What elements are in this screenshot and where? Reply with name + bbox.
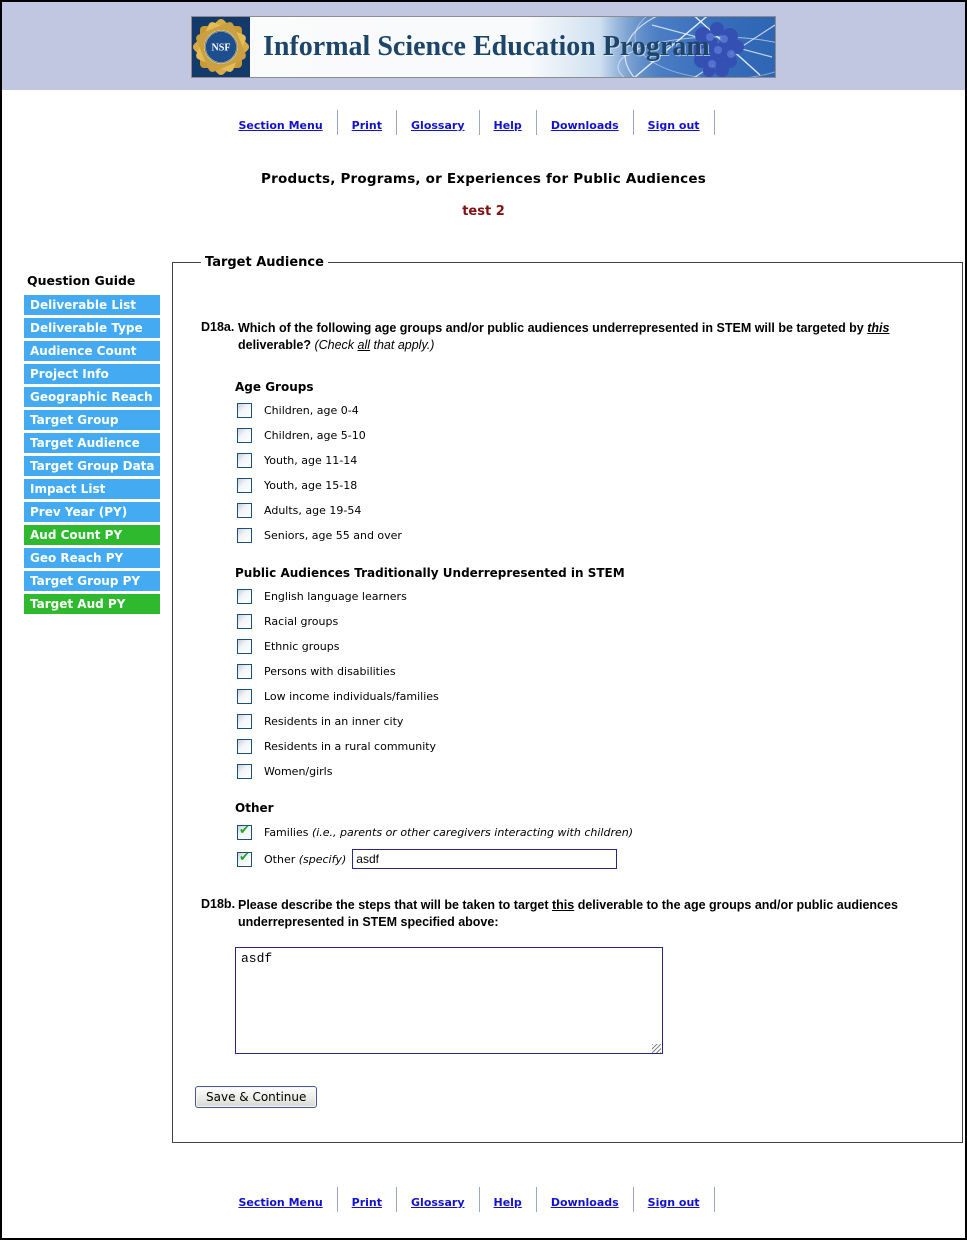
question-text <box>238 897 942 931</box>
nav-link[interactable]: Help <box>493 119 522 132</box>
nsf-logo-icon <box>192 17 250 77</box>
sidebar-nav-item[interactable]: Audience Count <box>24 341 160 361</box>
nav-link[interactable]: Help <box>493 1196 522 1209</box>
checkbox-label: Adults, age 19-54 <box>264 503 362 517</box>
nav-link[interactable]: Glossary <box>411 1196 465 1209</box>
checkbox-label: Ethnic groups <box>264 639 340 653</box>
checkbox-row <box>237 398 942 423</box>
bottom-nav <box>2 1187 965 1212</box>
question-text-part: Which of the following age groups and/or public audiences underrepresented in STEM will be targeted by <box>238 321 868 335</box>
paren-part: that apply.) <box>370 337 435 352</box>
checkbox-row <box>237 659 942 684</box>
nav-link[interactable]: Section Menu <box>238 1196 323 1209</box>
checkbox[interactable] <box>237 639 252 654</box>
question-parenthetical <box>314 338 434 352</box>
question-text-part: Please describe the steps that will be taken to target <box>238 897 552 912</box>
sidebar-nav-item[interactable]: Prev Year (PY) <box>24 502 160 522</box>
checkbox-row <box>237 498 942 523</box>
checkbox[interactable] <box>237 478 252 493</box>
nav-separator <box>633 110 634 135</box>
other-heading: Other <box>235 800 274 815</box>
checkbox-row <box>237 734 942 759</box>
question-number: D18a. <box>201 320 235 334</box>
nav-separator <box>337 110 338 135</box>
nav-separator <box>396 1187 397 1212</box>
nav-separator <box>536 110 537 135</box>
description-textarea[interactable] <box>235 947 663 1054</box>
checkbox[interactable] <box>237 689 252 704</box>
checkbox-row <box>237 709 942 734</box>
public-audiences-list <box>195 584 942 784</box>
checkbox-label: Children, age 5-10 <box>264 428 366 442</box>
checkbox-label: Persons with disabilities <box>264 664 396 678</box>
nav-link[interactable]: Downloads <box>550 1196 619 1209</box>
checkbox-label: Seniors, age 55 and over <box>264 528 402 542</box>
other-list <box>195 819 942 873</box>
families-checkbox[interactable] <box>237 825 252 840</box>
save-continue-button[interactable]: Save & Continue <box>195 1086 317 1108</box>
nav-separator <box>536 1187 537 1212</box>
checkbox-label: Youth, age 15-18 <box>264 478 358 492</box>
checkbox-row <box>237 634 942 659</box>
sidebar-nav-item[interactable]: Target Aud PY <box>24 594 160 614</box>
question-text-part: deliverable? <box>238 337 315 352</box>
nav-link[interactable]: Glossary <box>411 119 465 132</box>
checkbox-label <box>264 853 346 866</box>
checkbox-row <box>237 759 942 784</box>
checkbox-row-other <box>237 846 942 873</box>
checkbox-label: Racial groups <box>264 614 339 628</box>
sidebar-nav-item[interactable]: Target Group Data <box>24 456 160 476</box>
public-audiences-heading: Public Audiences Traditionally Underrepresented in STEM <box>235 565 625 580</box>
nav-link[interactable]: Sign out <box>647 119 700 132</box>
paren-emphasis: all <box>357 337 371 352</box>
checkbox-label: Residents in a rural community <box>264 739 437 753</box>
checkbox-label: Low income individuals/families <box>264 689 439 703</box>
content-row <box>2 255 965 1143</box>
checkbox[interactable] <box>237 453 252 468</box>
header-band <box>2 2 965 90</box>
sidebar-heading: Question Guide <box>27 273 136 288</box>
families-label: Families <box>264 825 312 839</box>
checkbox[interactable] <box>237 614 252 629</box>
sidebar-nav-item[interactable]: Aud Count PY <box>24 525 160 545</box>
checkbox-row-families <box>237 819 942 846</box>
sidebar-nav-item[interactable]: Target Group <box>24 410 160 430</box>
nav-link[interactable]: Downloads <box>550 119 619 132</box>
question-number: D18b. <box>201 896 236 911</box>
sidebar-nav-item[interactable]: Target Audience <box>24 433 160 453</box>
other-specify-input[interactable] <box>352 849 617 869</box>
textarea-resize-handle[interactable] <box>652 1044 661 1053</box>
nav-link[interactable]: Print <box>351 1196 383 1209</box>
other-label: Other <box>264 852 299 866</box>
fieldset-legend: Target Audience <box>205 255 324 270</box>
checkbox[interactable] <box>237 714 252 729</box>
project-name: test 2 <box>462 204 505 219</box>
nav-separator <box>337 1187 338 1212</box>
nav-separator <box>479 110 480 135</box>
nsf-logo-text: NSF <box>211 42 231 54</box>
question-emphasis: this <box>552 897 575 912</box>
sidebar-nav-item[interactable]: Project Info <box>24 364 160 384</box>
nav-separator <box>396 110 397 135</box>
question-d18a <box>201 320 942 354</box>
other-note: (specify) <box>298 852 347 866</box>
paren-part: (Check <box>314 337 358 352</box>
checkbox[interactable] <box>237 664 252 679</box>
checkbox-label: Residents in an inner city <box>264 714 404 728</box>
checkbox-row <box>237 523 942 548</box>
checkbox-label: Children, age 0-4 <box>264 403 359 417</box>
checkbox-row <box>237 423 942 448</box>
nav-link[interactable]: Sign out <box>647 1196 700 1209</box>
nav-separator <box>714 1187 715 1212</box>
question-guide-sidebar <box>24 273 160 617</box>
nav-link[interactable]: Section Menu <box>238 119 323 132</box>
checkbox-label <box>264 826 633 839</box>
other-checkbox[interactable] <box>237 852 252 867</box>
target-audience-fieldset <box>172 255 963 1143</box>
description-textarea-wrap <box>235 947 663 1058</box>
checkbox[interactable] <box>237 428 252 443</box>
sidebar-nav-item[interactable]: Deliverable List <box>24 295 160 315</box>
checkbox-row <box>237 473 942 498</box>
checkbox-label: Women/girls <box>264 764 333 778</box>
nav-separator <box>479 1187 480 1212</box>
nav-separator <box>633 1187 634 1212</box>
question-emphasis: this <box>867 321 890 335</box>
families-note: (i.e., parents or other caregivers interacting with children) <box>311 825 633 839</box>
sidebar-nav-item[interactable]: Target Group PY <box>24 571 160 591</box>
program-banner <box>191 16 776 78</box>
checkbox-label: English language learners <box>264 589 407 603</box>
checkbox[interactable] <box>237 403 252 418</box>
page-title: Products, Programs, or Experiences for Public Audiences <box>261 171 706 187</box>
age-groups-list <box>195 398 942 548</box>
checkbox-row <box>237 448 942 473</box>
checkbox[interactable] <box>237 739 252 754</box>
checkbox[interactable] <box>237 589 252 604</box>
checkbox-row <box>237 609 942 634</box>
question-text-part: deliverable to the age groups and/or public audiences underrepresented in STEM specified above: <box>238 897 898 929</box>
sidebar-items <box>24 295 160 614</box>
checkbox[interactable] <box>237 764 252 779</box>
sidebar-nav-item[interactable]: Geographic Reach <box>24 387 160 407</box>
checkbox-row <box>237 584 942 609</box>
nav-separator <box>714 110 715 135</box>
question-d18b <box>201 897 942 931</box>
nav-link[interactable]: Print <box>351 119 383 132</box>
top-nav <box>2 110 965 135</box>
checkbox-label: Youth, age 11-14 <box>264 453 358 467</box>
checkbox-row <box>237 684 942 709</box>
sidebar-nav-item[interactable]: Geo Reach PY <box>24 548 160 568</box>
age-groups-heading: Age Groups <box>235 379 314 394</box>
checkbox[interactable] <box>237 503 252 518</box>
sidebar-nav-item[interactable]: Deliverable Type <box>24 318 160 338</box>
checkbox[interactable] <box>237 528 252 543</box>
banner-title: Informal Science Education Program <box>263 31 710 62</box>
question-text <box>238 320 942 354</box>
sidebar-nav-item[interactable]: Impact List <box>24 479 160 499</box>
